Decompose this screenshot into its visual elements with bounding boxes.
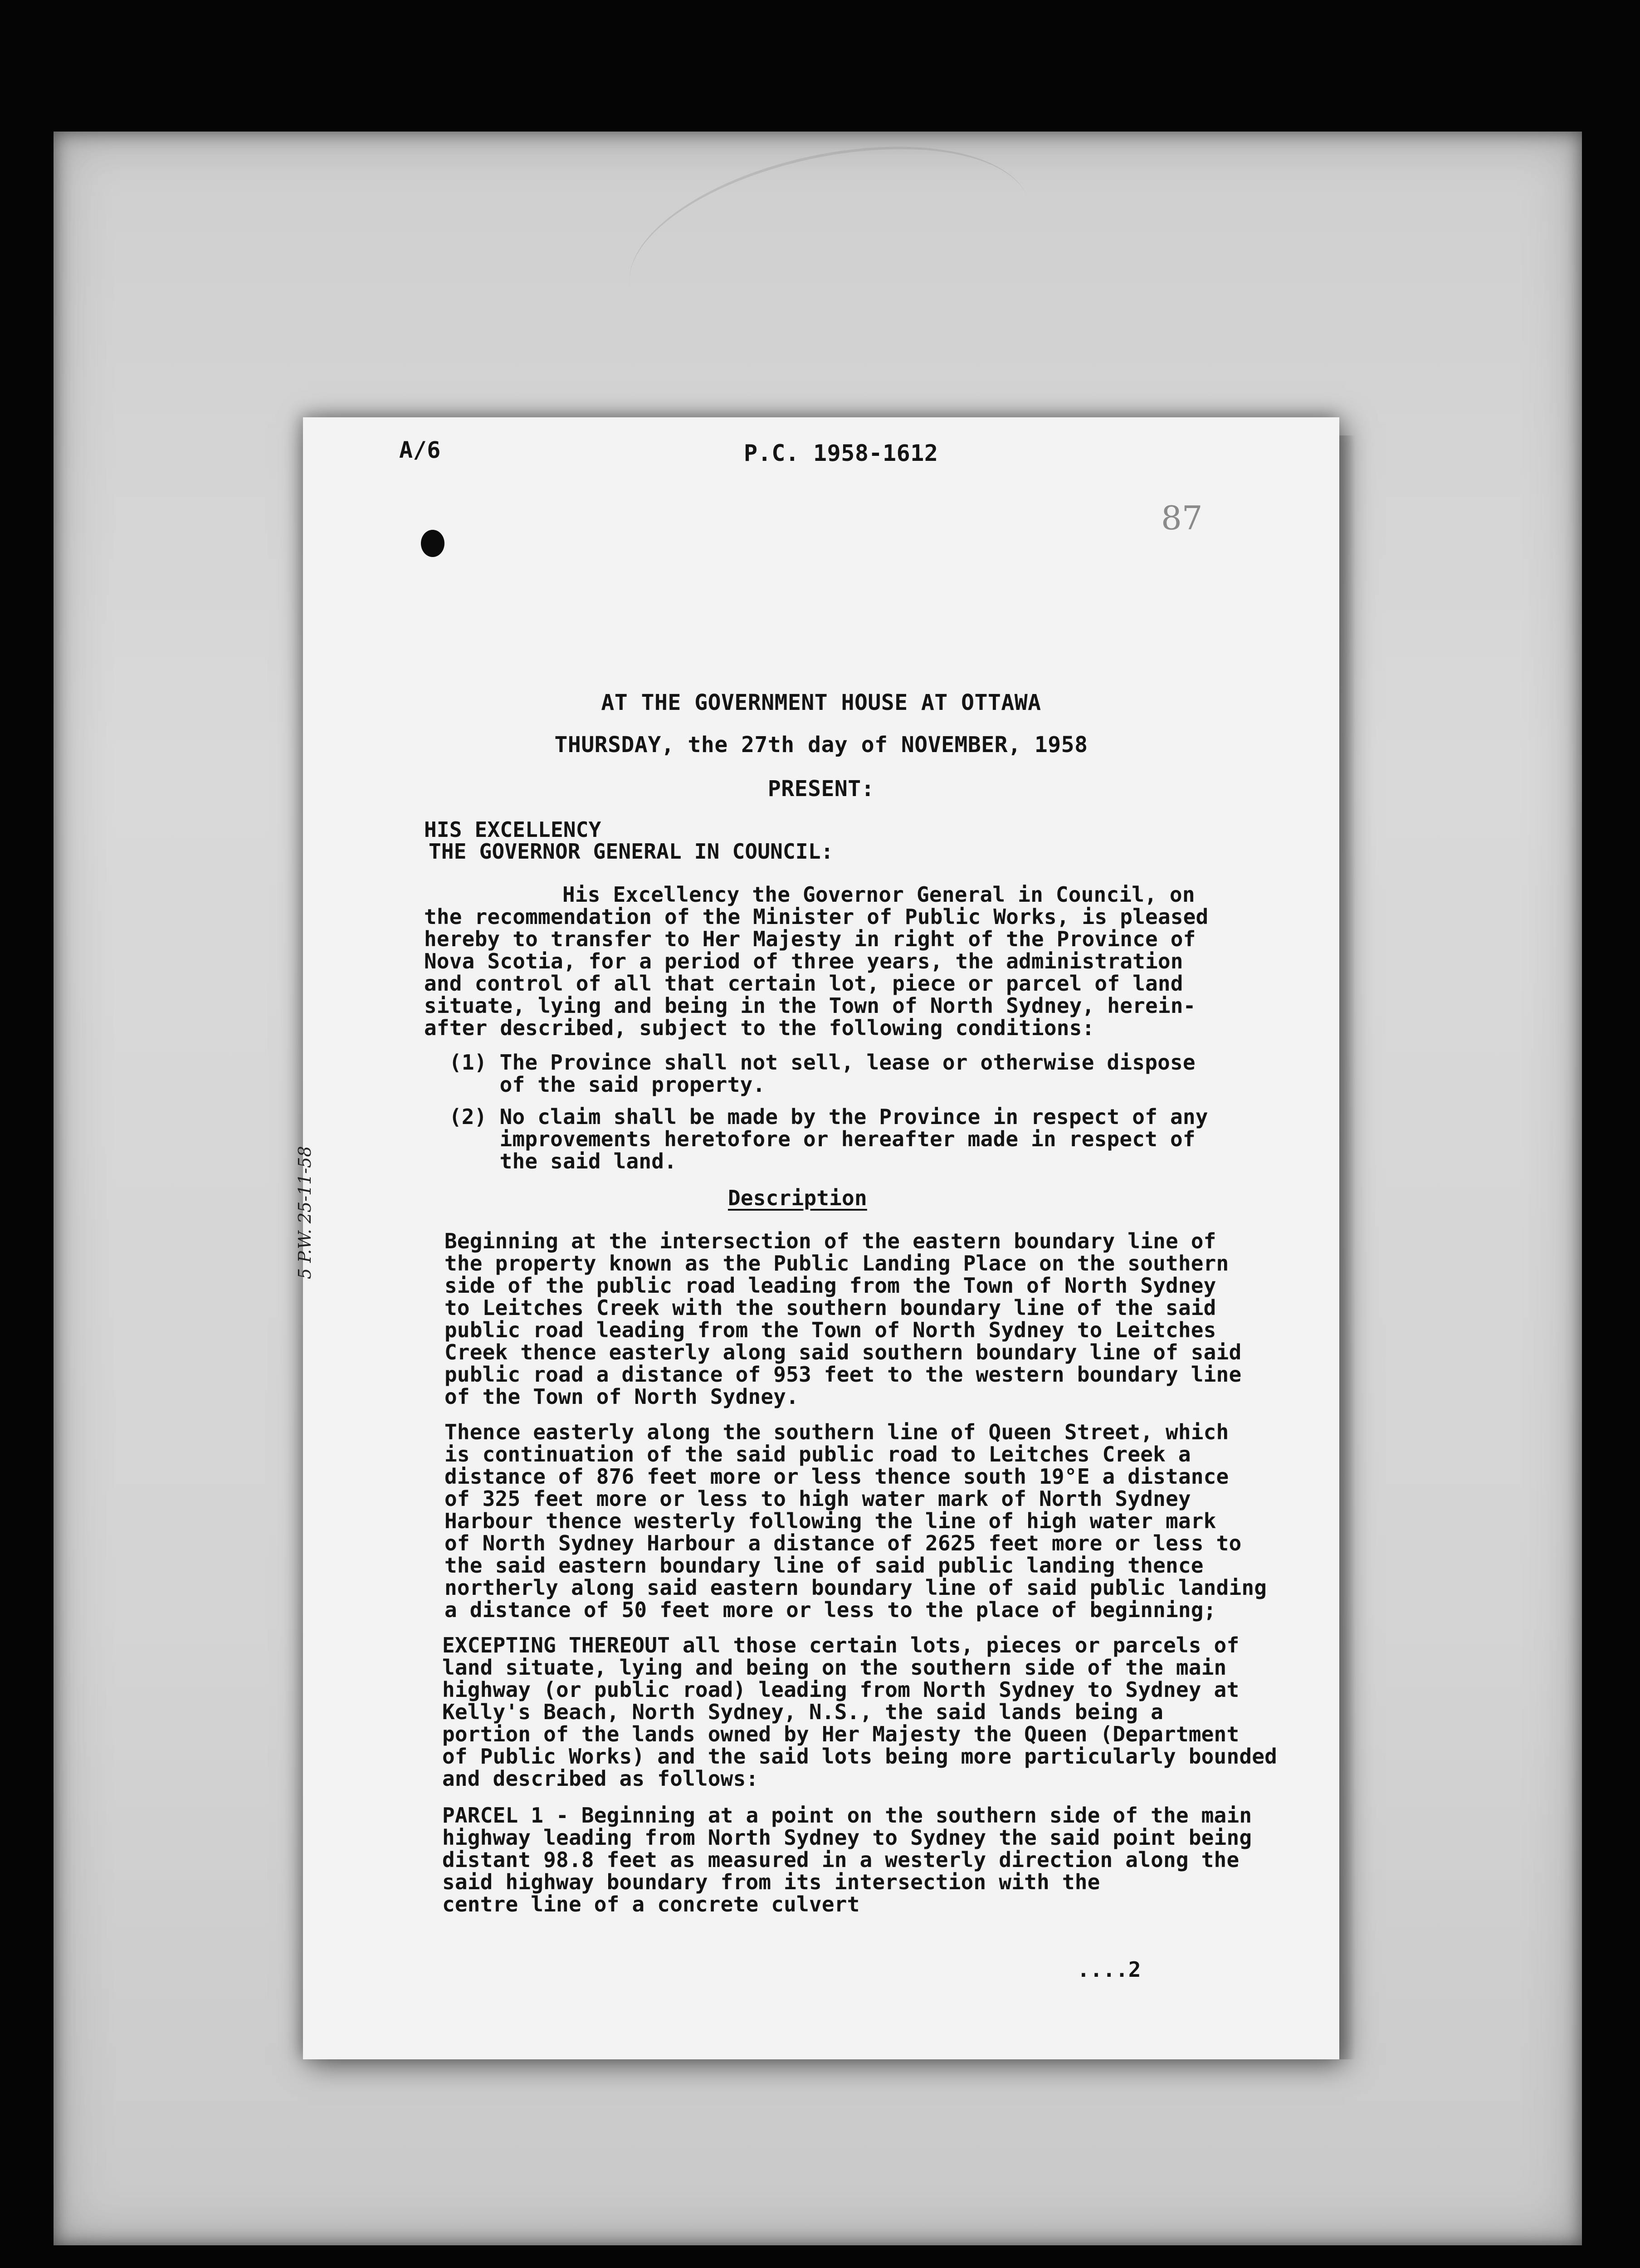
description-line: is continuation of the said public road to Leitches Creek a xyxy=(444,1442,1191,1466)
preamble-line: and control of all that certain lot, piece or parcel of land xyxy=(424,971,1183,996)
page-shadow xyxy=(1339,435,1355,2059)
description-line: and described as follows: xyxy=(442,1766,759,1791)
description-title: Description xyxy=(728,1186,867,1210)
address-line-1: HIS EXCELLENCY xyxy=(424,817,601,842)
description-line: of Public Works) and the said lots being more particularly bounded xyxy=(442,1744,1278,1769)
reference-code: A/6 xyxy=(399,437,441,463)
description-line: of the Town of North Sydney. xyxy=(444,1384,799,1409)
description-line: public road leading from the Town of North Sydney to Leitches xyxy=(444,1318,1216,1342)
description-line: Kelly's Beach, North Sydney, N.S., the said lands being a xyxy=(442,1700,1163,1724)
description-line: public road a distance of 953 feet to the western boundary line xyxy=(444,1362,1242,1387)
continuation-marker: ....2 xyxy=(1077,1957,1141,1982)
description-line: highway (or public road) leading from North Sydney to Sydney at xyxy=(442,1677,1240,1702)
punch-hole xyxy=(421,530,444,557)
description-line: distance of 876 feet more or less thence south 19°E a distance xyxy=(444,1464,1229,1489)
description-line: side of the public road leading from the Town of North Sydney xyxy=(444,1273,1216,1298)
description-line: Creek thence easterly along said southern boundary line of said xyxy=(444,1340,1242,1364)
heading-present: PRESENT: xyxy=(767,776,875,802)
description-line: a distance of 50 feet more or less to the place of beginning; xyxy=(444,1598,1216,1622)
description-line: to Leitches Creek with the southern boundary line of the said xyxy=(444,1295,1216,1320)
description-line: distant 98.8 feet as measured in a westerly direction along the xyxy=(442,1848,1240,1872)
condition-1-line: (1) The Province shall not sell, lease or otherwise dispose xyxy=(449,1050,1196,1075)
description-line: of 325 feet more or less to high water mark of North Sydney xyxy=(444,1486,1191,1511)
heading-location: AT THE GOVERNMENT HOUSE AT OTTAWA xyxy=(601,690,1041,715)
condition-2-line: the said land. xyxy=(449,1149,677,1173)
order-number: P.C. 1958-1612 xyxy=(744,440,938,466)
description-line: of North Sydney Harbour a distance of 2625 feet more or less to xyxy=(444,1531,1242,1555)
description-line: Thence easterly along the southern line of Queen Street, which xyxy=(444,1420,1229,1444)
description-line: highway leading from North Sydney to Sydney the said point being xyxy=(442,1825,1252,1850)
preamble-line: the recommendation of the Minister of Public Works, is pleased xyxy=(424,904,1209,929)
handwritten-margin-note: 5 P.W. 25-11-58 xyxy=(295,1146,315,1279)
preamble-line: after described, subject to the following conditions: xyxy=(424,1016,1095,1040)
condition-2-line: (2) No claim shall be made by the Province in respect of any xyxy=(449,1105,1208,1129)
description-line: Beginning at the intersection of the eastern boundary line of xyxy=(444,1229,1216,1253)
condition-2-line: improvements heretofore or hereafter made in respect of xyxy=(449,1127,1196,1151)
preamble-line: His Excellency the Governor General in Council, on xyxy=(562,882,1195,907)
description-line: land situate, lying and being on the southern side of the main xyxy=(442,1655,1227,1680)
description-line: PARCEL 1 - Beginning at a point on the southern side of the main xyxy=(442,1803,1252,1828)
description-line: said highway boundary from its intersection with the xyxy=(442,1870,1100,1894)
description-line: Harbour thence westerly following the line of high water mark xyxy=(444,1509,1216,1533)
description-line: the property known as the Public Landing Place on the southern xyxy=(444,1251,1229,1276)
description-line: portion of the lands owned by Her Majesty the Queen (Department xyxy=(442,1722,1240,1746)
description-line: the said eastern boundary line of said public landing thence xyxy=(444,1553,1204,1578)
description-line: northerly along said eastern boundary line of said public landing xyxy=(444,1575,1267,1600)
preamble-line: hereby to transfer to Her Majesty in right of the Province of xyxy=(424,927,1196,951)
page-stamp-number: 87 xyxy=(1161,499,1203,537)
description-line: EXCEPTING THEREOUT all those certain lots, pieces or parcels of xyxy=(442,1633,1240,1657)
condition-1-line: of the said property. xyxy=(449,1072,766,1097)
preamble-line: situate, lying and being in the Town of North Sydney, herein- xyxy=(424,993,1196,1018)
address-line-2: THE GOVERNOR GENERAL IN COUNCIL: xyxy=(429,839,834,864)
heading-date: THURSDAY, the 27th day of NOVEMBER, 1958 xyxy=(554,732,1088,758)
preamble-line: Nova Scotia, for a period of three years, the administration xyxy=(424,949,1183,973)
description-line: centre line of a concrete culvert xyxy=(442,1892,860,1916)
